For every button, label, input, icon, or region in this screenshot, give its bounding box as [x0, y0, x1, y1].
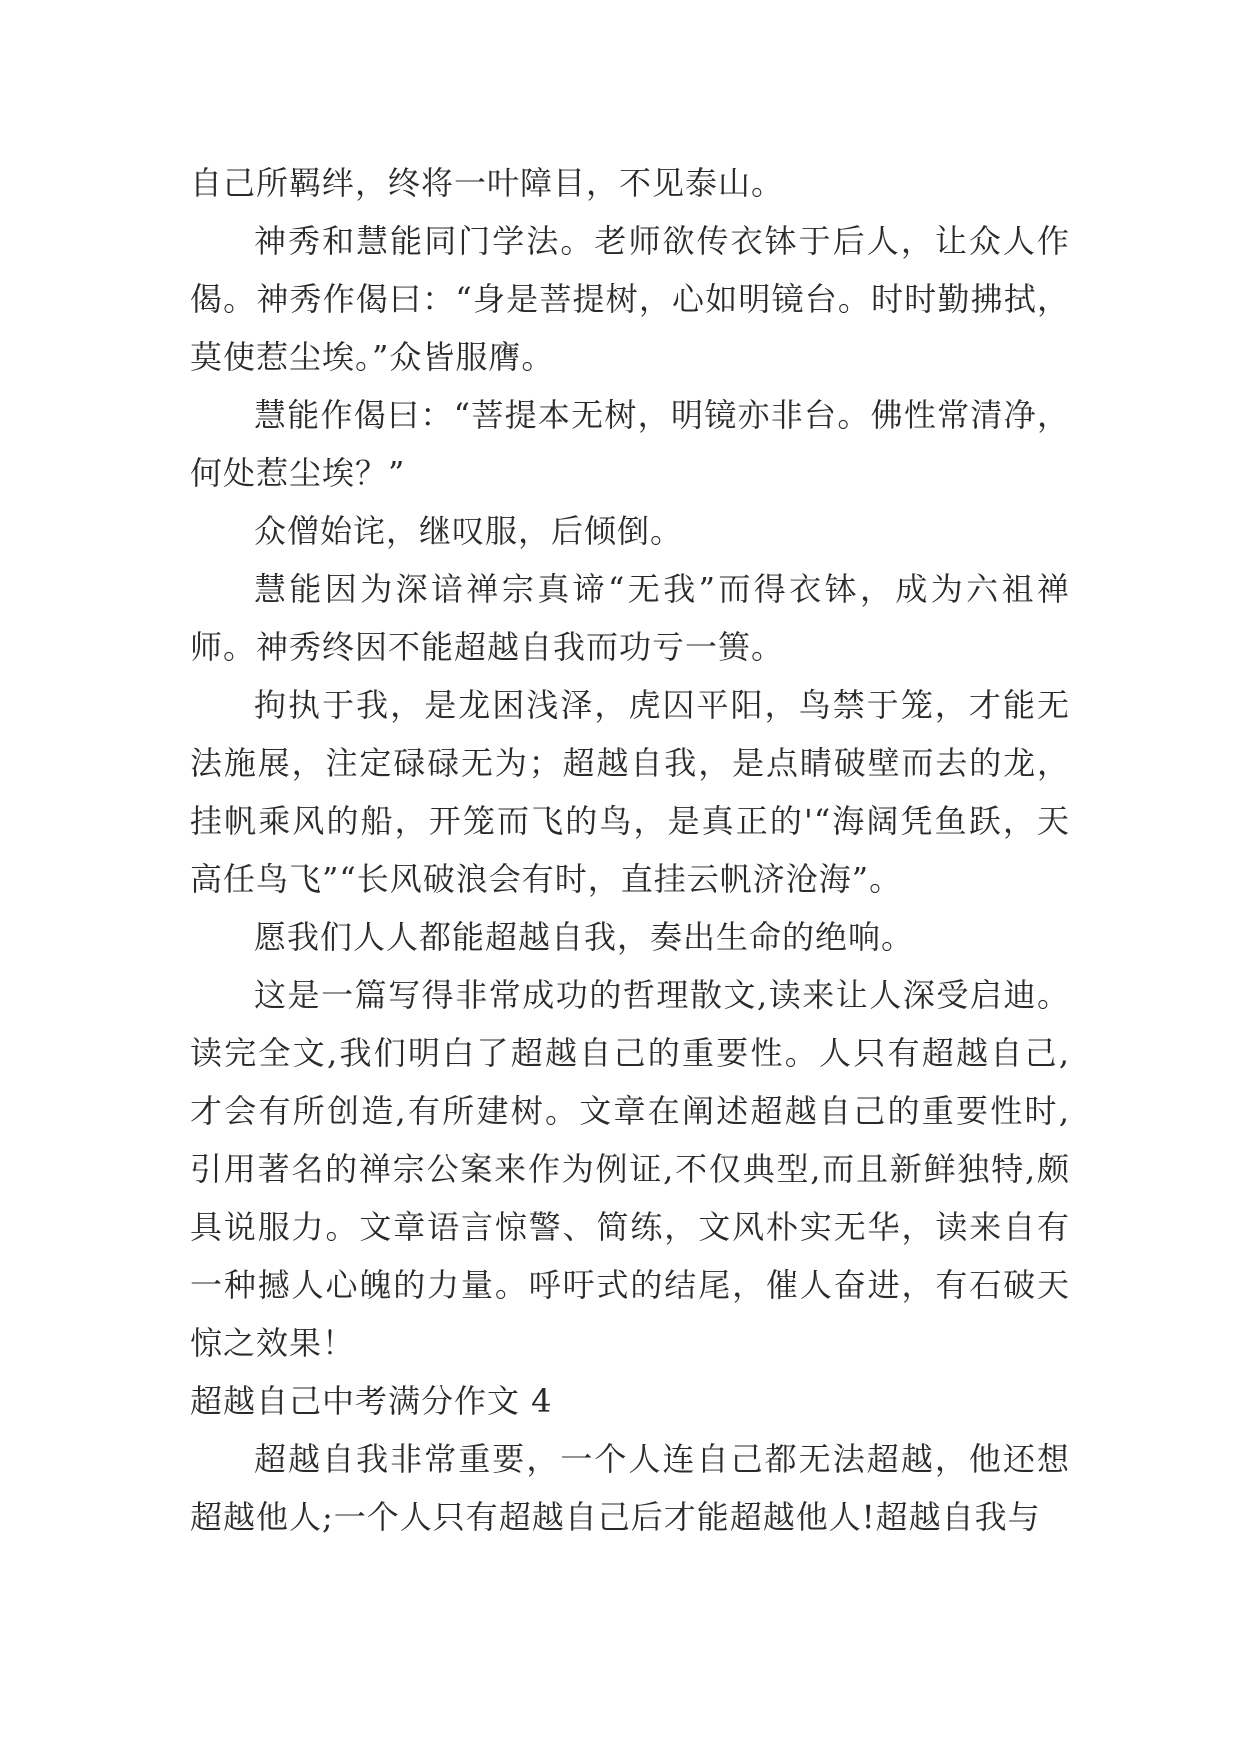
paragraph-3: 慧能作偈曰：“菩提本无树，明镜亦非台。佛性常清净，何处惹尘埃？”	[190, 396, 1070, 492]
paragraph-6: 拘执于我，是龙困浅泽，虎囚平阳，鸟禁于笼，才能无法施展，注定碌碌无为；超越自我，是点睛破壁而去的龙，挂帆乘风的船，开笼而飞的鸟，是真正的'“海阔凭鱼跃，天高任鸟飞”“长风破浪会有时，直挂云帆济沧海”。	[190, 686, 1070, 898]
paragraph-5: 慧能因为深谙禅宗真谛“无我”而得衣钵，成为六祖禅师。神秀终因不能超越自我而功亏一篑。	[190, 570, 1070, 666]
section-heading: 超越自己中考满分作文 4	[190, 1382, 553, 1420]
paragraph-8: 这是一篇写得非常成功的哲理散文,读来让人深受启迪。读完全文,我们明白了超越自己的重要性。人只有超越自己,才会有所创造,有所建树。文章在阐述超越自己的重要性时,引用著名的禅宗公案来作为例证,不仅典型,而且新鲜独特,颇具说服力。文章语言惊警、简练，文风朴实无华，读来自有一种撼人心魄的力量。呼吁式的结尾，催人奋进，有石破天惊之效果！	[190, 976, 1070, 1362]
paragraph-1: 自己所羁绊，终将一叶障目，不见泰山。	[190, 164, 785, 202]
document-body	[190, 154, 1070, 1546]
paragraph-7: 愿我们人人都能超越自我，奏出生命的绝响。	[254, 918, 915, 956]
paragraph-9: 超越自我非常重要，一个人连自己都无法超越，他还想超越他人;一个人只有超越自己后才能超越他人!超越自我与	[190, 1440, 1070, 1536]
paragraph-2: 神秀和慧能同门学法。老师欲传衣钵于后人，让众人作偈。神秀作偈曰：“身是菩提树，心如明镜台。时时勤拂拭，莫使惹尘埃。”众皆服膺。	[190, 222, 1070, 376]
paragraph-4: 众僧始诧，继叹服，后倾倒。	[254, 512, 684, 550]
